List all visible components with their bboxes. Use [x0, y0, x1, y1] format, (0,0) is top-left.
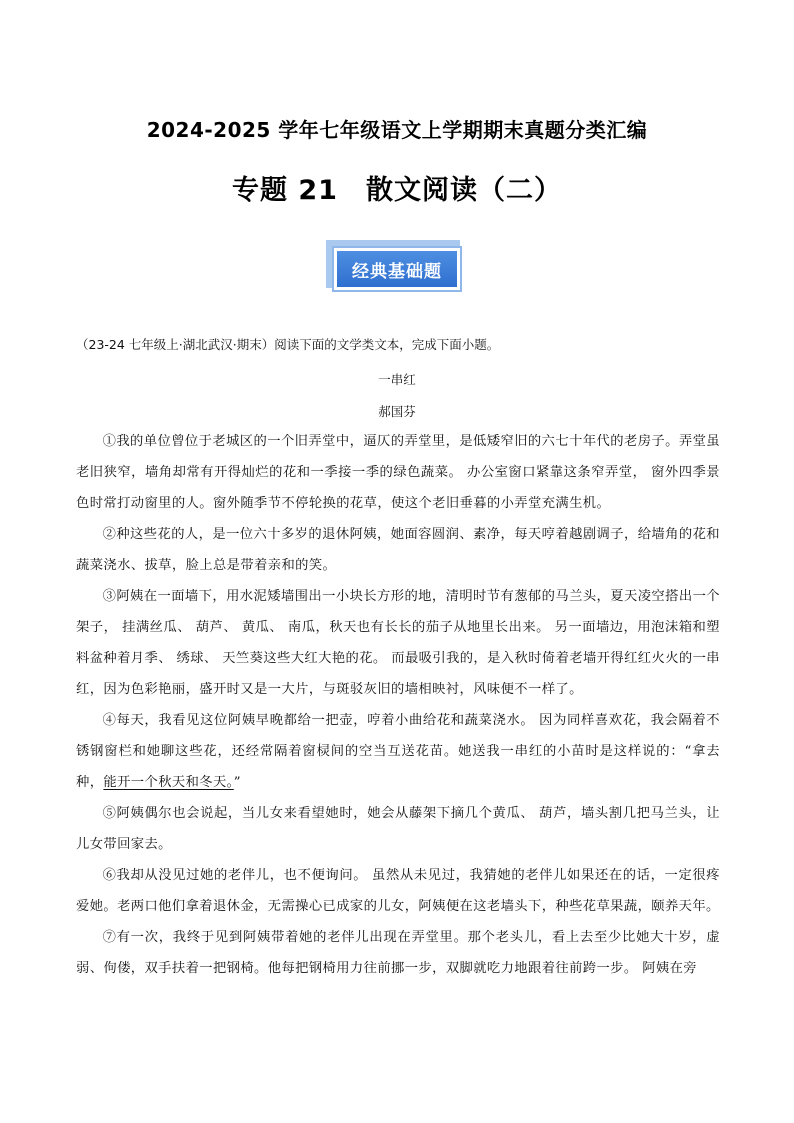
closing-quote: ”: [233, 775, 241, 790]
paragraph-text: ④每天，我看见这位阿姨早晚都给一把壶，哼着小曲给花和蔬菜浇水。 因为同样喜欢花，我会隔着不锈钢窗栏和她聊这些花，还经常隔着窗棂间的空当互送花苗。她送我一串红的小苗时是这样说的：“拿去种，: [76, 713, 720, 790]
badge-label: 经典基础题: [352, 261, 442, 282]
essay-author: 郝国芬: [378, 404, 416, 419]
document-title: 2024-2025 学年七年级语文上学期期末真题分类汇编: [146, 118, 648, 142]
underlined-sentence: 能开一个秋天和冬天。: [103, 775, 234, 790]
paragraph-text: ⑥我却从没见过她的老伴儿，也不便询问。 虽然从未见过，我猜她的老伴儿如果还在的话，一定很疼爱她。老两口他们拿着退休金，无需操心已成家的儿女，阿姨便在这老墙头下，种些花草果蔬，颐养天年。: [76, 868, 720, 914]
paragraph-2: [76, 519, 720, 581]
badge-box: [334, 248, 460, 290]
paragraph-text: ⑤阿姨偶尔也会说起，当儿女来看望她时，她会从藤架下摘几个黄瓜、 葫芦，墙头割几把马兰头，让儿女带回家去。: [76, 806, 720, 852]
paragraph-4: [76, 705, 720, 798]
question-source: （23-24 七年级上·湖北武汉·期末）阅读下面的文学类文本，完成下面小题。: [76, 337, 500, 352]
paragraph-text: ③阿姨在一面墙下，用水泥矮墙围出一小块长方形的地，清明时节有葱郁的马兰头，夏天凌空搭出一个架子， 挂满丝瓜、 葫芦、 黄瓜、 南瓜，秋天也有长长的茄子从地里长出来。 另一面墙边，用泡沫箱和塑料盆种着月季、 绣球、 天竺葵这些大红大艳的花。 而最吸引我的，是入秋时倚着老墙开得红红火火的一串红，因为色彩艳丽，盛开时又是一大片，与斑驳灰旧的墙相映衬，风味便不一样了。: [76, 589, 720, 697]
paragraph-5: [76, 798, 720, 860]
essay-title: 一串红: [378, 372, 416, 387]
paragraph-1: [76, 426, 720, 519]
paragraph-text: ①我的单位曾位于老城区的一个旧弄堂中，逼仄的弄堂里，是低矮窄旧的六七十年代的老房子。弄堂虽老旧狭窄，墙角却常有开得灿烂的花和一季接一季的绿色蔬菜。 办公室窗口紧靠这条窄弄堂， 窗外四季景色时常打动窗里的人。窗外随季节不停轮换的花草，使这个老旧垂暮的小弄堂充满生机。: [76, 434, 720, 511]
essay-body: [76, 426, 720, 984]
paragraph-3: [76, 581, 720, 705]
section-badge: [326, 240, 468, 298]
topic-subtitle: 专题 21 散文阅读（二）: [232, 175, 562, 206]
paragraph-7: [76, 922, 720, 984]
paragraph-text: ②种这些花的人，是一位六十多岁的退休阿姨，她面容圆润、素净，每天哼着越剧调子，给墙角的花和蔬菜浇水、拔草，脸上总是带着亲和的笑。: [76, 527, 720, 573]
paragraph-text: ⑦有一次，我终于见到阿姨带着她的老伴儿出现在弄堂里。那个老头儿，看上去至少比她大十岁，虚弱、佝偻，双手扶着一把钢椅。他每把钢椅用力往前挪一步，双脚就吃力地跟着往前跨一步。 阿姨在旁: [76, 930, 720, 976]
paragraph-6: [76, 860, 720, 922]
